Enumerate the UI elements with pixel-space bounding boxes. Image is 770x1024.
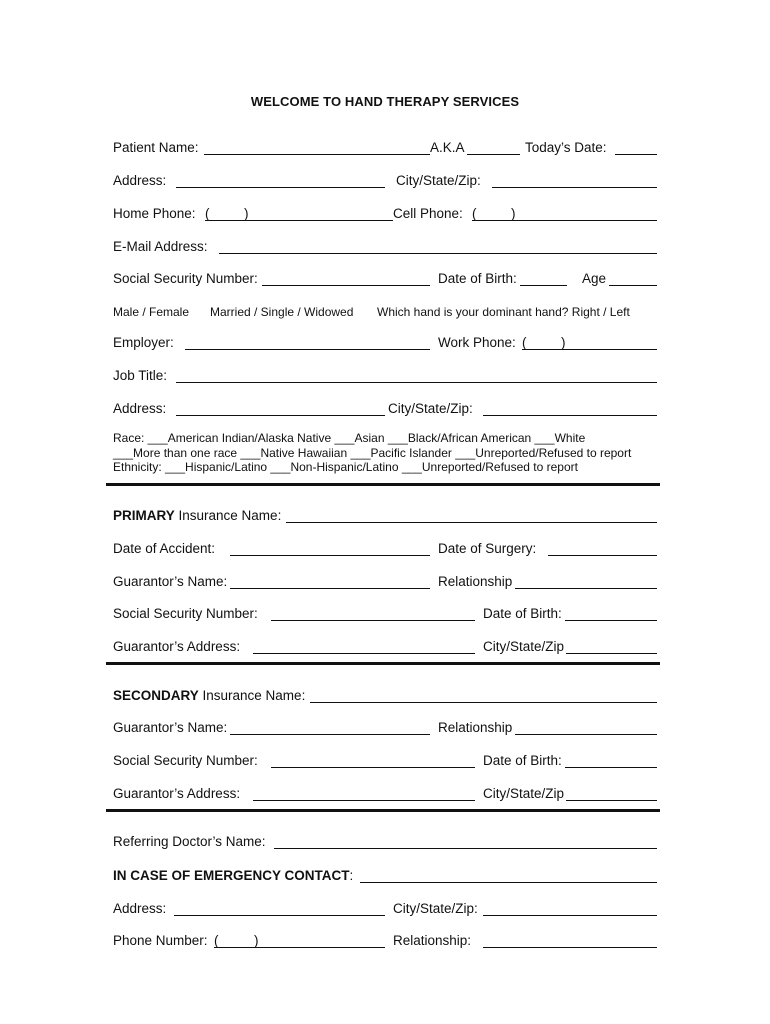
primary-guarantor-row [113, 572, 657, 592]
patient-address-row [113, 171, 657, 191]
secondary-insurance-label [113, 688, 305, 704]
marital-option[interactable]: Married / Single / Widowed [210, 305, 354, 319]
primary-relationship-label: Relationship [438, 574, 513, 589]
email-field[interactable] [219, 253, 657, 254]
secondary-guarantor-address-row [113, 784, 657, 804]
age-label: Age [582, 271, 607, 286]
secondary-guarantor-row [113, 718, 657, 738]
emergency-phone-paren-open: ( [214, 933, 219, 948]
home-phone-paren-close: ) [244, 206, 249, 221]
todays-date-field[interactable] [615, 154, 657, 155]
employer-address-label: Address: [113, 401, 167, 416]
primary-city-state-zip-field[interactable] [566, 653, 657, 654]
date-of-surgery-label: Date of Surgery: [438, 541, 537, 556]
secondary-dob-field[interactable] [565, 767, 657, 768]
section-divider [106, 483, 660, 486]
primary-city-state-zip-label: City/State/Zip [483, 639, 565, 654]
primary-insurance-label [113, 508, 281, 524]
job-title-row [113, 366, 657, 386]
primary-guarantor-address-label: Guarantor’s Address: [113, 639, 241, 654]
date-of-surgery-field[interactable] [548, 555, 657, 556]
secondary-insurance-row [113, 686, 657, 706]
cell-phone-field[interactable] [472, 220, 657, 221]
emergency-phone-field[interactable] [214, 947, 385, 948]
primary-dob-field[interactable] [565, 620, 657, 621]
patient-name-label: Patient Name: [113, 140, 199, 155]
section-divider [106, 809, 660, 812]
date-of-accident-field[interactable] [230, 555, 430, 556]
form-title: WELCOME TO HAND THERAPY SERVICES [250, 94, 520, 109]
emergency-address-label: Address: [113, 901, 167, 916]
patient-name-row [113, 138, 657, 158]
emergency-relationship-field[interactable] [483, 947, 657, 948]
gender-option[interactable]: Male / Female [113, 305, 190, 319]
primary-guarantor-address-field[interactable] [253, 653, 475, 654]
job-title-field[interactable] [176, 382, 657, 383]
primary-insurance-name-field[interactable] [286, 522, 657, 523]
emergency-phone-row [113, 931, 657, 951]
primary-relationship-field[interactable] [515, 588, 657, 589]
personal-options-row [113, 302, 657, 322]
home-phone-label: Home Phone: [113, 206, 196, 221]
race-line-2[interactable]: ___More than one race ___Native Hawaiian ___Pacific Islander ___Unreported/Refused to report [113, 446, 632, 460]
cell-phone-label: Cell Phone: [393, 206, 463, 221]
primary-guarantor-address-row [113, 637, 657, 657]
home-phone-field[interactable] [205, 220, 393, 221]
dob-label: Date of Birth: [438, 271, 517, 286]
emergency-relationship-label: Relationship: [393, 933, 472, 948]
employer-row [113, 333, 657, 353]
employer-address-row [113, 399, 657, 419]
phone-row [113, 204, 657, 224]
emergency-colon: : [349, 868, 354, 883]
work-phone-paren-close: ) [561, 335, 566, 350]
secondary-guarantor-address-label: Guarantor’s Address: [113, 786, 241, 801]
section-divider [106, 662, 660, 665]
ssn-row [113, 269, 657, 289]
emergency-address-field[interactable] [174, 915, 385, 916]
secondary-guarantor-address-field[interactable] [253, 800, 475, 801]
referring-doctor-label: Referring Doctor’s Name: [113, 834, 266, 849]
job-title-label: Job Title: [113, 368, 168, 383]
secondary-relationship-label: Relationship [438, 720, 513, 735]
secondary-ssn-label: Social Security Number: [113, 753, 258, 768]
secondary-heading: SECONDARY [113, 688, 199, 703]
dob-field[interactable] [520, 285, 567, 286]
primary-insurance-name-text: Insurance Name: [174, 508, 282, 523]
emergency-city-state-zip-field[interactable] [483, 915, 657, 916]
emergency-address-row [113, 899, 657, 919]
secondary-ssn-row [113, 751, 657, 771]
work-phone-paren-open: ( [522, 335, 527, 350]
age-field[interactable] [609, 285, 657, 286]
employer-label: Employer: [113, 335, 174, 350]
address-label: Address: [113, 173, 167, 188]
email-row [113, 237, 657, 257]
emergency-contact-label [113, 868, 353, 884]
ssn-field[interactable] [262, 285, 430, 286]
city-state-zip-label: City/State/Zip: [396, 173, 481, 188]
ssn-label: Social Security Number: [113, 271, 258, 286]
employer-city-state-zip-field[interactable] [483, 415, 657, 416]
aka-label: A.K.A [430, 140, 465, 155]
emergency-city-state-zip-label: City/State/Zip: [393, 901, 478, 916]
primary-insurance-row [113, 506, 657, 526]
employer-address-field[interactable] [176, 415, 385, 416]
race-line-1[interactable]: Race: ___American Indian/Alaska Native ___Asian ___Black/African American ___White [113, 431, 586, 445]
primary-ssn-label: Social Security Number: [113, 606, 258, 621]
email-label: E-Mail Address: [113, 239, 208, 254]
cell-phone-paren-close: ) [511, 206, 516, 221]
primary-heading: PRIMARY [113, 508, 175, 523]
aka-field[interactable] [467, 154, 520, 155]
emergency-phone-paren-close: ) [254, 933, 259, 948]
referring-doctor-field[interactable] [274, 848, 657, 849]
date-of-accident-label: Date of Accident: [113, 541, 216, 556]
work-phone-label: Work Phone: [438, 335, 516, 350]
secondary-city-state-zip-field[interactable] [566, 800, 657, 801]
emergency-phone-label: Phone Number: [113, 933, 208, 948]
city-state-zip-field[interactable] [492, 187, 657, 188]
accident-row [113, 539, 657, 559]
home-phone-paren-open: ( [205, 206, 210, 221]
address-field[interactable] [176, 187, 385, 188]
employer-field[interactable] [185, 349, 430, 350]
secondary-guarantor-name-label: Guarantor’s Name: [113, 720, 228, 735]
cell-phone-paren-open: ( [472, 206, 477, 221]
emergency-contact-row [113, 866, 657, 886]
primary-dob-label: Date of Birth: [483, 606, 562, 621]
ethnicity-line[interactable]: Ethnicity: ___Hispanic/Latino ___Non-Hispanic/Latino ___Unreported/Refused to report [113, 460, 578, 474]
secondary-ssn-field[interactable] [271, 767, 475, 768]
work-phone-field[interactable] [522, 349, 657, 350]
secondary-insurance-name-text: Insurance Name: [198, 688, 306, 703]
secondary-city-state-zip-label: City/State/Zip [483, 786, 565, 801]
secondary-guarantor-name-field[interactable] [230, 734, 430, 735]
employer-city-state-zip-label: City/State/Zip: [388, 401, 473, 416]
primary-guarantor-name-label: Guarantor’s Name: [113, 574, 228, 589]
primary-ssn-field[interactable] [271, 620, 475, 621]
primary-guarantor-name-field[interactable] [230, 588, 430, 589]
emergency-heading: IN CASE OF EMERGENCY CONTACT [113, 868, 350, 883]
dominant-hand-option[interactable]: Which hand is your dominant hand? Right / Left [377, 305, 630, 319]
referring-doctor-row [113, 832, 657, 852]
secondary-dob-label: Date of Birth: [483, 753, 562, 768]
patient-name-field[interactable] [204, 154, 430, 155]
todays-date-label: Today’s Date: [525, 140, 607, 155]
emergency-contact-field[interactable] [360, 882, 657, 883]
secondary-insurance-name-field[interactable] [310, 702, 657, 703]
secondary-relationship-field[interactable] [515, 734, 657, 735]
primary-ssn-row [113, 604, 657, 624]
